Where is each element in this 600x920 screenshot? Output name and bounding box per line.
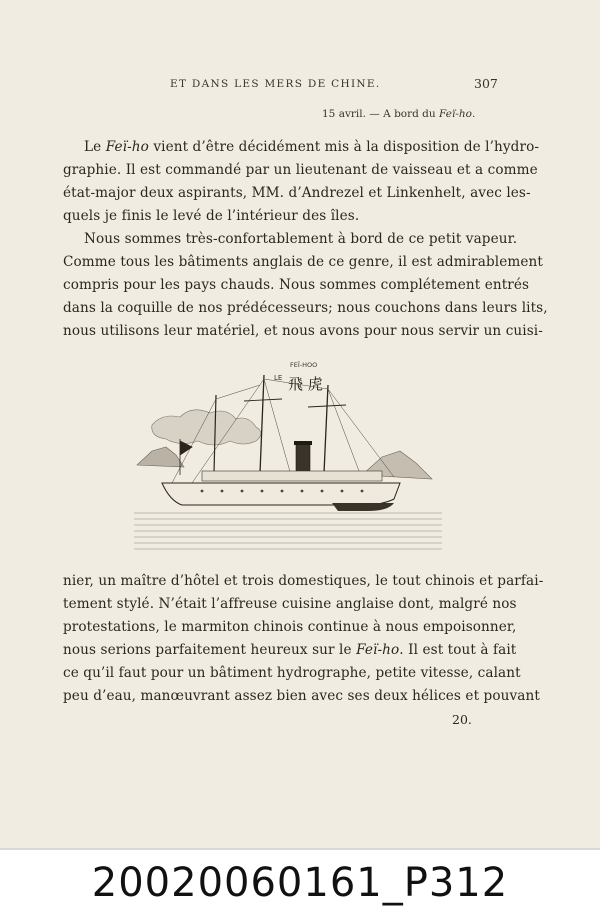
mast bbox=[324, 385, 328, 473]
dateline-ship: Feï-ho bbox=[439, 108, 472, 120]
mountain bbox=[137, 447, 184, 467]
paragraph-3 bbox=[63, 570, 544, 708]
text-line: compris pour les pays chauds. Nous sommes complétement entrés bbox=[63, 277, 530, 293]
illustration-caption-name: FEÏ-HOO bbox=[290, 361, 318, 369]
text-line: dans la coquille de nos prédécesseurs; nous couchons dans leurs lits, bbox=[63, 300, 548, 316]
page-number: 307 bbox=[474, 76, 498, 91]
paragraph-2 bbox=[63, 228, 548, 343]
archive-id-label: 20020060161_P312 bbox=[91, 860, 509, 906]
text-line: Comme tous les bâtiments anglais de ce genre, il est admirablement bbox=[63, 254, 543, 270]
text-line: tement stylé. N’était l’affreuse cuisine anglaise dont, malgré nos bbox=[63, 596, 517, 612]
flag bbox=[180, 439, 192, 475]
text-line: graphie. Il est commandé par un lieutenant de vaisseau et a comme bbox=[63, 162, 538, 178]
text-line: quels je finis le levé de l’intérieur des îles. bbox=[63, 208, 360, 224]
hull bbox=[162, 483, 400, 505]
text-line: nous utilisons leur matériel, et nous avons pour nous servir un cuisi- bbox=[63, 323, 543, 339]
text-segment: nous serions parfaitement heureux sur le bbox=[63, 642, 357, 658]
footer-divider bbox=[0, 848, 600, 850]
mast bbox=[260, 375, 264, 473]
illustration-caption-le: LE bbox=[274, 374, 283, 382]
text-line bbox=[63, 136, 540, 159]
running-head: ET DANS LES MERS DE CHINE. bbox=[170, 78, 381, 90]
text-line: ce qu’il faut pour un bâtiment hydrographe, petite vitesse, calant bbox=[63, 665, 521, 681]
ship-name: Feï-ho bbox=[105, 139, 149, 155]
dateline-date: 15 avril. bbox=[322, 108, 366, 120]
smoke-cloud bbox=[152, 410, 261, 445]
text-segment: vient d’être décidément mis à la disposition de l’hydro- bbox=[148, 139, 540, 155]
dateline-separator: — A bord du bbox=[365, 108, 440, 120]
text-line: Nous sommes très-confortablement à bord de ce petit vapeur. bbox=[84, 231, 518, 247]
funnel-cap bbox=[294, 441, 312, 445]
dateline bbox=[322, 108, 475, 120]
text-segment: . Il est tout à fait bbox=[399, 642, 517, 658]
text-line: état-major deux aspirants, MM. d’Andrezel et Linkenhelt, avec les- bbox=[63, 185, 531, 201]
hull-shadow bbox=[332, 503, 394, 511]
archive-footer bbox=[0, 848, 600, 920]
text-line: protestations, le marmiton chinois continue à nous empoisonner, bbox=[63, 619, 517, 635]
text-line: peu d’eau, manœuvrant assez bien avec ses deux hélices et pouvant bbox=[63, 688, 540, 704]
sea bbox=[134, 513, 442, 549]
text-line bbox=[63, 639, 517, 662]
ship-name: Feï-ho bbox=[356, 642, 400, 658]
text-line: nier, un maître d’hôtel et trois domestiques, le tout chinois et parfai- bbox=[63, 573, 544, 589]
dateline-end: . bbox=[471, 108, 476, 120]
paragraph-1 bbox=[63, 136, 540, 228]
funnel bbox=[296, 443, 310, 475]
signature-mark: 20. bbox=[452, 712, 472, 727]
ship-illustration bbox=[132, 355, 444, 555]
deck-house bbox=[202, 471, 382, 481]
text-segment: Le bbox=[84, 139, 106, 155]
illustration-chinese-characters: 飛 虎 bbox=[288, 375, 323, 393]
